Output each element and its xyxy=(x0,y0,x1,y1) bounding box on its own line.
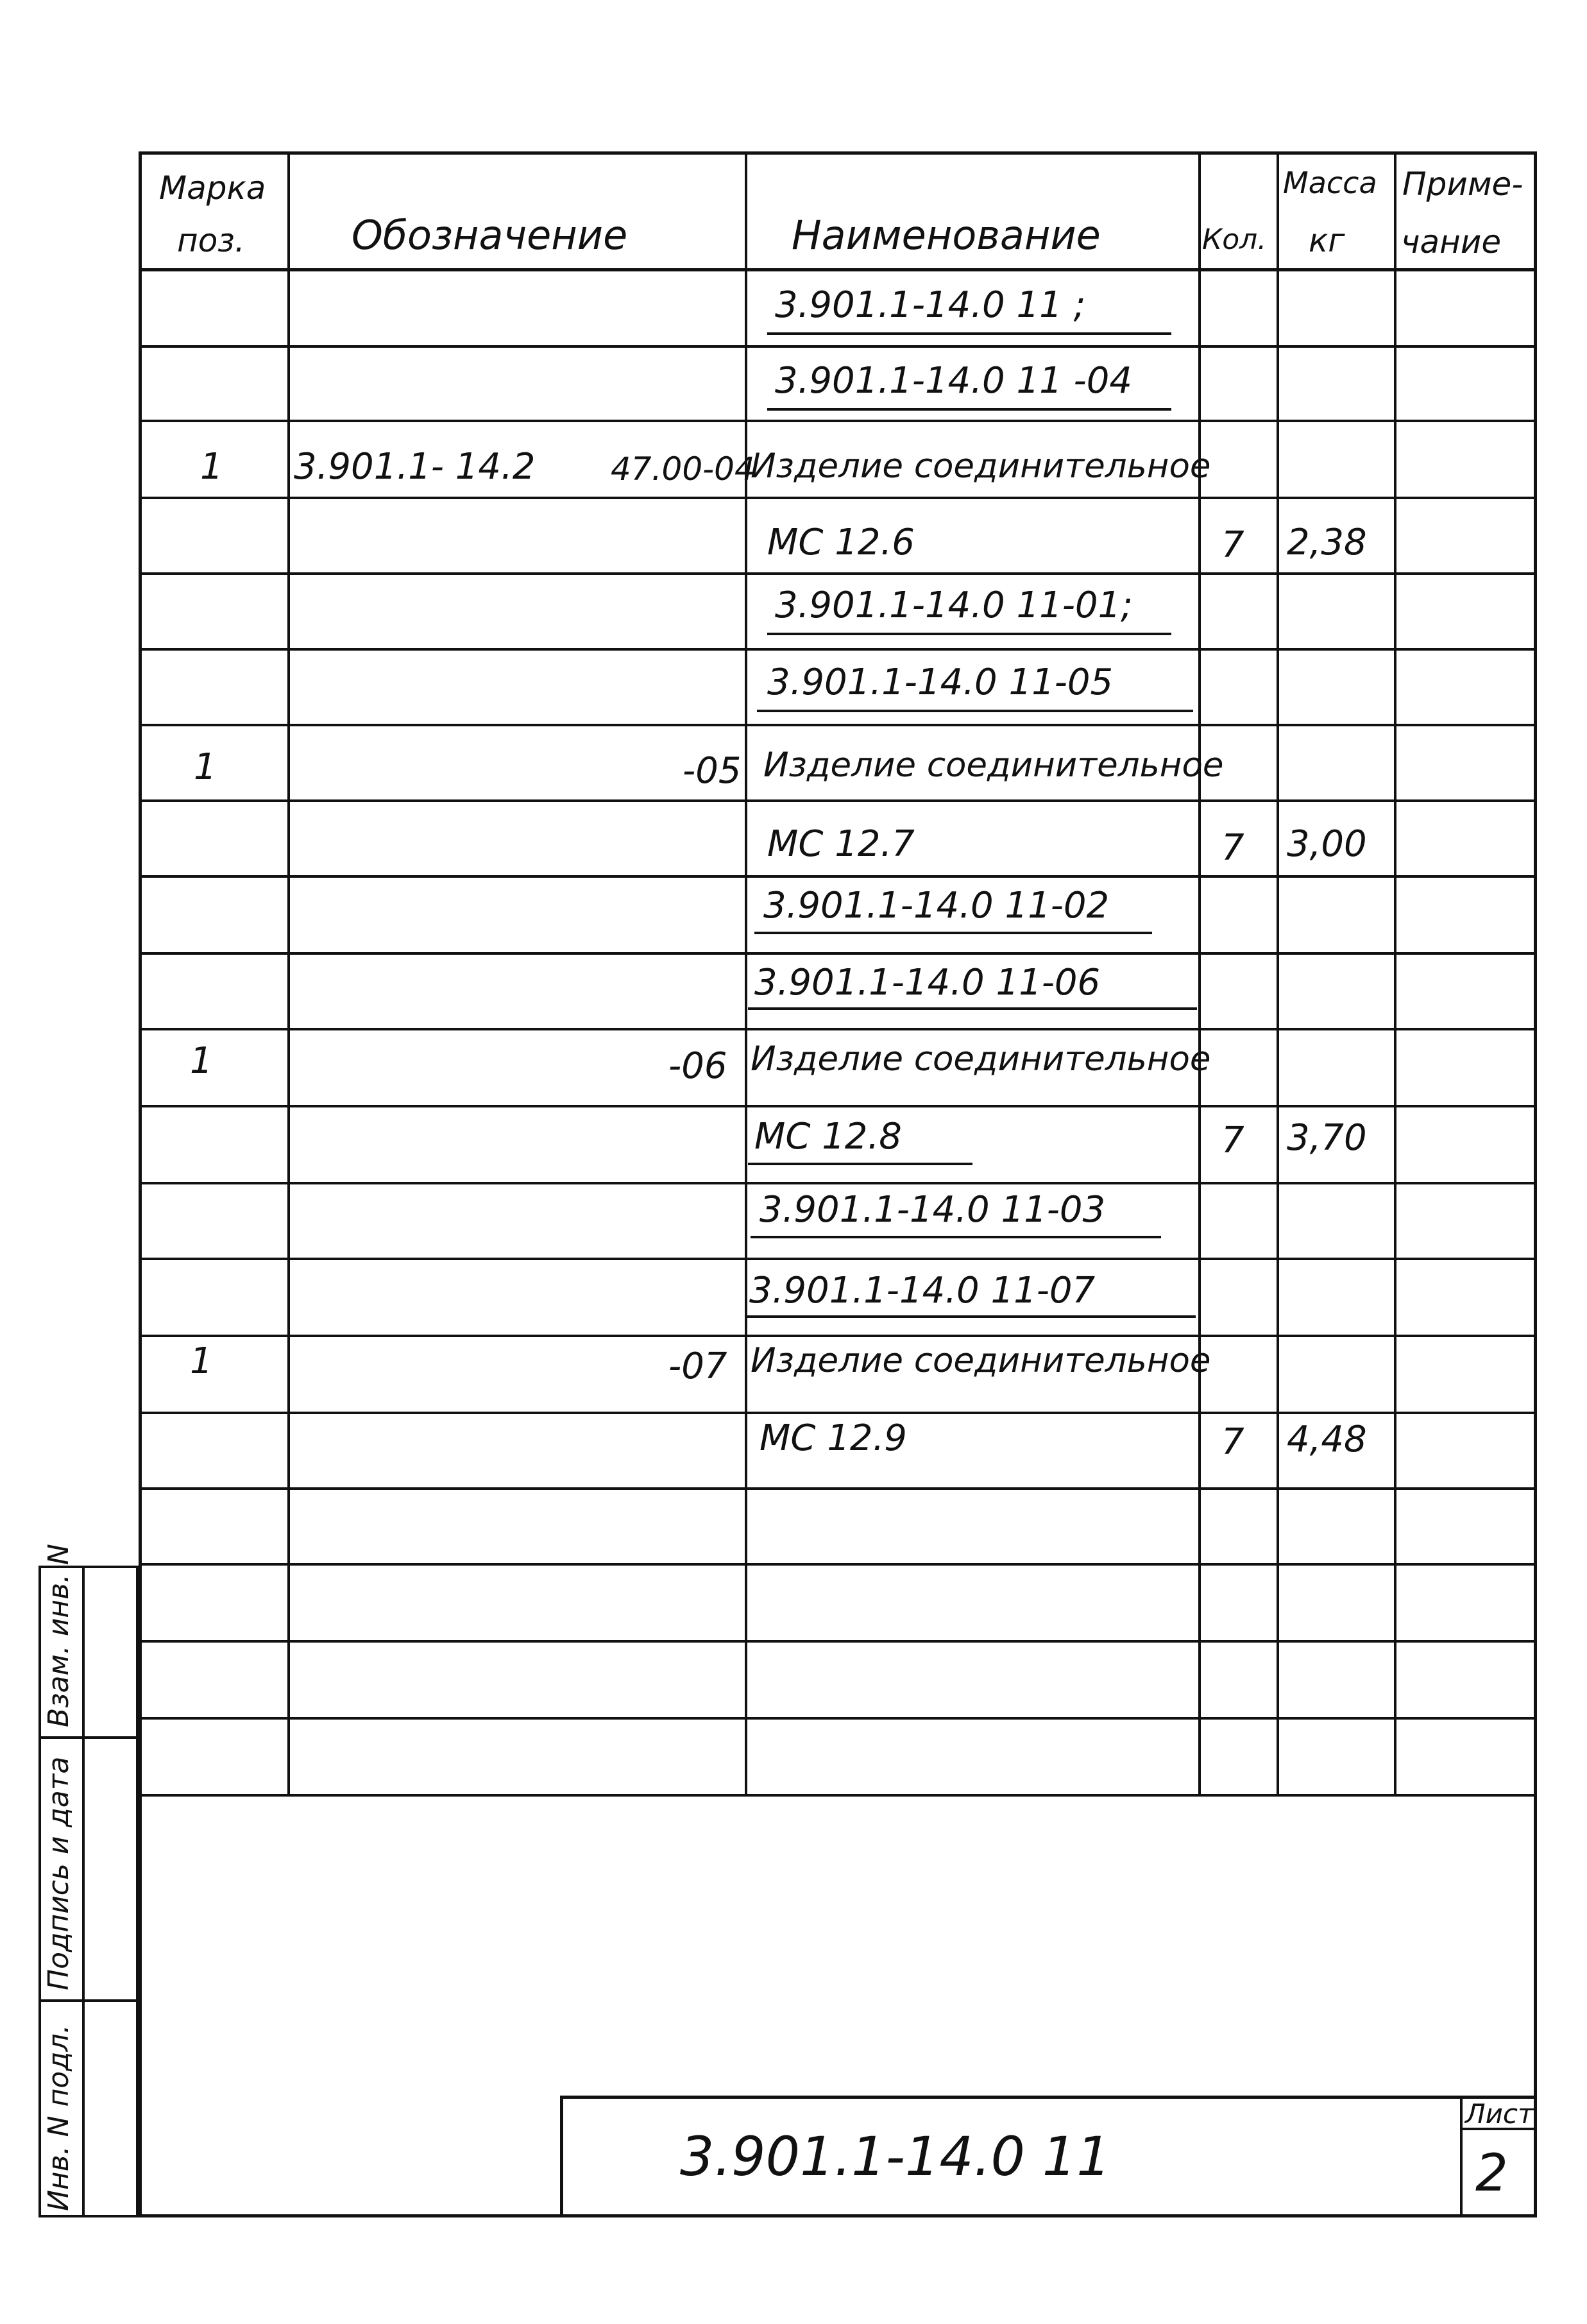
header-kg: кг xyxy=(1309,222,1345,259)
naimenovanie-cell: 3.901.1-14.0 11-07 xyxy=(749,1270,1096,1312)
marka-cell: 1 xyxy=(190,1040,213,1082)
header-prime: Приме- xyxy=(1402,166,1523,203)
naimenovanie-cell: 3.901.1-14.0 11-02 xyxy=(763,885,1110,927)
row-line xyxy=(142,1105,1534,1107)
header-naimenovanie: Наименование xyxy=(792,212,1101,259)
row-line xyxy=(142,1412,1534,1414)
massa-cell: 3,70 xyxy=(1287,1117,1367,1159)
header-chanie: чание xyxy=(1401,223,1502,261)
col-sep-naimenovanie xyxy=(1198,155,1201,1794)
side-stamp-divider xyxy=(38,1736,139,1739)
naimenovanie-cell: 3.901.1-14.0 11-03 xyxy=(760,1189,1106,1231)
header-oboznachenie: Обозначение xyxy=(352,212,628,259)
naimenovanie-cell: Изделие соединительное xyxy=(751,447,1211,486)
massa-cell: 4,48 xyxy=(1287,1419,1367,1460)
row-line xyxy=(142,799,1534,802)
underline xyxy=(757,710,1193,712)
underline xyxy=(767,633,1171,635)
row-line xyxy=(142,1794,1534,1797)
underline xyxy=(748,1163,972,1165)
naimenovanie-cell: 3.901.1-14.0 11 -04 xyxy=(775,360,1132,402)
naimenovanie-cell: Изделие соединительное xyxy=(751,1341,1211,1380)
header-massa: Масса xyxy=(1283,166,1377,200)
col-sep-oboznachenie xyxy=(745,155,747,1794)
oboznachenie-suffix-cell: -07 xyxy=(668,1346,727,1387)
side-label-vzam-inv: Взам. инв. N xyxy=(42,1544,75,1727)
sheet-label: Лист xyxy=(1465,2098,1534,2130)
row-line xyxy=(142,875,1534,878)
underline xyxy=(747,1315,1196,1318)
naimenovanie-cell: Изделие соединительное xyxy=(751,1039,1211,1079)
underline xyxy=(767,332,1171,335)
row-line xyxy=(142,1487,1534,1490)
oboznachenie-suffix-cell: -05 xyxy=(683,750,742,792)
naimenovanie-cell: МС 12.8 xyxy=(754,1116,902,1158)
marka-cell: 1 xyxy=(194,746,217,788)
row-line xyxy=(142,952,1534,955)
row-line xyxy=(142,572,1534,575)
row-line xyxy=(142,1640,1534,1643)
row-line xyxy=(142,1258,1534,1260)
side-label-inv-podl: Инв. N подл. xyxy=(42,2024,75,2211)
underline xyxy=(748,1007,1197,1010)
row-line xyxy=(142,724,1534,726)
side-label-podpis-data: Подпись и дата xyxy=(42,1756,75,1990)
row-line xyxy=(142,1563,1534,1566)
row-line xyxy=(142,648,1534,651)
naimenovanie-cell: 3.901.1-14.0 11-06 xyxy=(754,962,1101,1004)
sheet-number-box xyxy=(1460,2096,1463,2217)
col-sep-massa xyxy=(1394,155,1396,1794)
oboznachenie-suffix-cell: 47.00-04 xyxy=(611,450,755,488)
kol-cell: 7 xyxy=(1221,827,1244,869)
side-stamp-separator xyxy=(82,1566,85,2217)
underline xyxy=(754,932,1152,934)
massa-cell: 3,00 xyxy=(1287,823,1367,865)
row-line xyxy=(142,1335,1534,1337)
header-poz: поз. xyxy=(177,222,245,259)
row-line xyxy=(142,1717,1534,1720)
kol-cell: 7 xyxy=(1221,1421,1244,1463)
marka-cell: 1 xyxy=(190,1340,213,1382)
massa-cell: 2,38 xyxy=(1287,522,1367,563)
naimenovanie-cell: Изделие соединительное xyxy=(763,746,1224,785)
marka-cell: 1 xyxy=(200,446,223,488)
header-marka: Марка xyxy=(159,169,266,207)
naimenovanie-cell: 3.901.1-14.0 11 ; xyxy=(775,284,1086,326)
kol-cell: 7 xyxy=(1221,524,1244,566)
oboznachenie-cell: 3.901.1- 14.2 xyxy=(294,446,536,488)
underline xyxy=(767,408,1171,411)
col-sep-marka xyxy=(287,155,290,1794)
row-line xyxy=(142,497,1534,499)
side-stamp-divider xyxy=(38,1999,139,2002)
underline xyxy=(751,1236,1161,1238)
naimenovanie-cell: 3.901.1-14.0 11-01; xyxy=(775,585,1133,626)
naimenovanie-cell: 3.901.1-14.0 11-05 xyxy=(767,662,1114,703)
col-sep-kol xyxy=(1277,155,1279,1794)
naimenovanie-cell: МС 12.6 xyxy=(767,522,915,563)
row-line xyxy=(142,420,1534,422)
row-line xyxy=(142,345,1534,348)
sheet-number: 2 xyxy=(1475,2143,1508,2203)
naimenovanie-cell: МС 12.9 xyxy=(760,1417,907,1459)
row-line xyxy=(142,1182,1534,1184)
kol-cell: 7 xyxy=(1221,1120,1244,1161)
oboznachenie-suffix-cell: -06 xyxy=(668,1045,727,1087)
document-code: 3.901.1-14.0 11 xyxy=(680,2125,1111,2188)
header-rule xyxy=(142,268,1534,271)
naimenovanie-cell: МС 12.7 xyxy=(767,823,915,865)
header-kol: Кол. xyxy=(1202,223,1267,256)
row-line xyxy=(142,1028,1534,1030)
